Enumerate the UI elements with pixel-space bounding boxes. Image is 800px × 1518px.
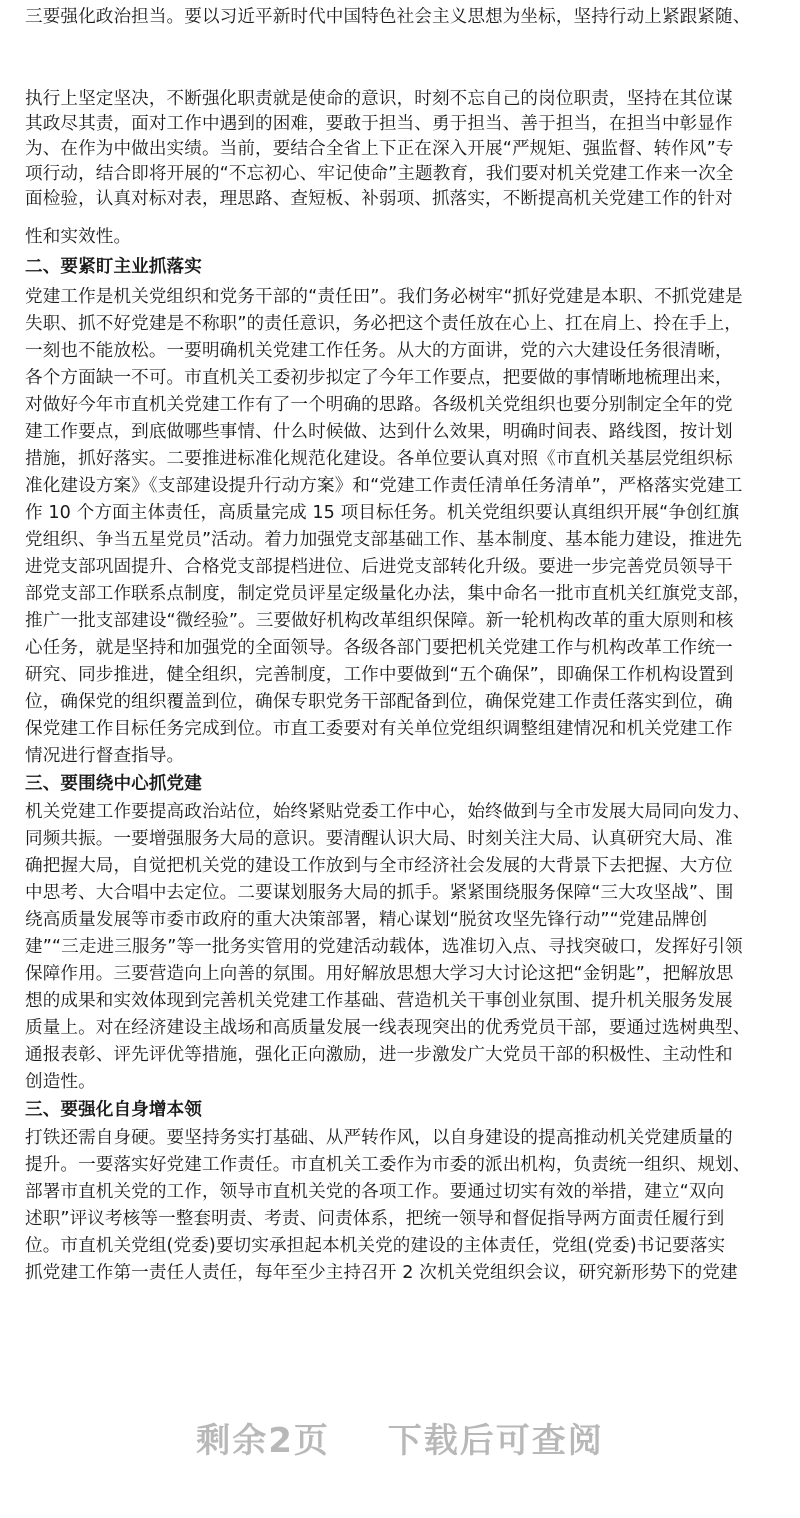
text-line: 其政尽其责，面对工作中遇到的困难，要敢于担当、勇于担当、善于担当，在担当中彰显作 [25, 114, 733, 134]
text-line: 准化建设方案》《支部建设提升行动方案》和“党建工作责任清单任务清单”，严格落实党建工 [25, 476, 743, 496]
text-line: 部党支部工作联系点制度，制定党员评星定级量化办法，集中命名一批市直机关红旗党支部， [25, 584, 751, 604]
text-line: 创造性。 [25, 1072, 96, 1092]
text-line: 情况进行督查指导。 [25, 746, 185, 766]
download-to-view-label: 下载后可查阅 [387, 1421, 604, 1461]
text-line: 对做好今年市直机关党建工作有了一个明确的思路。各级机关党组织也要分别制定全年的党 [25, 395, 733, 415]
paragraph-fragment: 三要强化政治担当。要以习近平新时代中国特色社会主义思想为坐标，坚持行动上紧跟紧随、 [25, 7, 751, 27]
text-line: 建”“三走进三服务”等一批务实管用的党建活动载体，选准切入点、寻找突破口，发挥好引领 [25, 937, 743, 957]
text-line: 面检验，认真对标对表，理思路、查短板、补弱项、抓落实，不断提高机关党建工作的针对 [25, 189, 733, 209]
text-line: 位。市直机关党组(党委)要切实承担起本机关党的建设的主体责任，党组(党委)书记要落实 [25, 1236, 726, 1256]
text-line: 建工作要点，到底做哪些事情、什么时候做、达到什么效果，明确时间表、路线图，按计划 [25, 422, 733, 442]
text-line: 中思考、大合唱中去定位。二要谋划服务大局的抓手。紧紧围绕服务保障“三大攻坚战”、围 [25, 883, 734, 903]
text-line: 确把握大局，自觉把机关党的建设工作放到与全市经济社会发展的大背景下去把握、大方位 [25, 856, 733, 876]
text-line: 通报表彰、评先评优等措施，强化正向激励，进一步激发广大党员干部的积极性、主动性和 [25, 1045, 733, 1065]
text-line: 绕高质量发展等市委市政府的重大决策部署，精心谋划“脱贫攻坚先锋行动”“党建品牌创 [25, 910, 708, 930]
text-line: 党建工作是机关党组织和党务干部的“责任田”。我们务必树牢“抓好党建是本职、不抓党建是 [25, 287, 743, 307]
download-prompt[interactable] [0, 1413, 800, 1473]
text-line: 心任务，就是坚持和加强党的全面领导。各级各部门要把机关党建工作与机构改革工作统一 [25, 638, 733, 658]
section-heading-3: 三、要围绕中心抓党建 [25, 774, 202, 794]
text-line: 打铁还需自身硬。要坚持务实打基础、从严转作风，以自身建设的提高推动机关党建质量的 [25, 1128, 733, 1148]
text-line: 抓党建工作第一责任人责任，每年至少主持召开 2 次机关党组织会议，研究新形势下的党建 [25, 1263, 738, 1283]
text-line: 保党建工作目标任务完成到位。市直工委要对有关单位党组织调整组建情况和机关党建工作 [25, 719, 733, 739]
text-line: 研究、同步推进，健全组织，完善制度，工作中要做到“五个确保”，即确保工作机构设置到 [25, 665, 734, 685]
section-heading-4: 三、要强化自身增本领 [25, 1100, 202, 1120]
text-line: 为、在作为中做出实绩。当前，要结合全省上下正在深入开展“严规矩、强监督、转作风”专 [25, 139, 734, 159]
text-line: 位，确保党的组织覆盖到位，确保专职党务干部配备到位，确保党建工作责任落实到位，确 [25, 692, 733, 712]
text-line: 述职”评议考核等一整套明责、考责、问责体系，把统一领导和督促指导两方面责任履行到 [25, 1209, 725, 1229]
text-line: 项行动，结合即将开展的“不忘初心、牢记使命”主题教育，我们要对机关党建工作来一次全 [25, 164, 734, 184]
text-line: 党组织、争当五星党员”活动。着力加强党支部基础工作、基本制度、基本能力建设，推进先 [25, 530, 742, 550]
text-line: 作 10 个方面主体责任，高质量完成 15 项目标任务。机关党组织要认真组织开展“争创红旗 [25, 503, 740, 523]
text-line: 进党支部巩固提升、合格党支部提档进位、后进党支部转化升级。要进一步完善党员领导干 [25, 557, 733, 577]
text-line: 推广一批支部建设“微经验”。三要做好机构改革组织保障。新一轮机构改革的重大原则和核 [25, 611, 734, 631]
text-line: 各个方面缺一不可。市直机关工委初步拟定了今年工作要点，把要做的事情晰地梳理出来， [25, 368, 733, 388]
text-line: 部署市直机关党的工作，领导市直机关党的各项工作。要通过切实有效的举措，建立“双向 [25, 1182, 725, 1202]
text-line: 性和实效性。 [25, 227, 132, 247]
text-line: 执行上坚定坚决，不断强化职责就是使命的意识，时刻不忘自己的岗位职责，坚持在其位谋 [25, 89, 733, 109]
text-line: 措施，抓好落实。二要推进标准化规范化建设。各单位要认真对照《市直机关基层党组织标 [25, 449, 733, 469]
text-line: 质量上。对在经济建设主战场和高质量发展一线表现突出的优秀党员干部，要通过选树典型、 [25, 1018, 751, 1038]
section-heading-2: 二、要紧盯主业抓落实 [25, 257, 202, 277]
text-line: 想的成果和实效体现到完善机关党建工作基础、营造机关干事创业氛围、提升机关服务发展 [25, 991, 733, 1011]
text-line: 保障作用。三要营造向上向善的氛围。用好解放思想大学习大讨论这把“金钥匙”，把解放思 [25, 964, 734, 984]
text-line: 一刻也不能放松。一要明确机关党建工作任务。从大的方面讲，党的六大建设任务很清晰， [25, 341, 733, 361]
text-line: 机关党建工作要提高政治站位，始终紧贴党委工作中心，始终做到与全市发展大局同向发力、 [25, 802, 751, 822]
text-line: 同频共振。一要增强服务大局的意识。要清醒认识大局、时刻关注大局、认真研究大局、准 [25, 829, 733, 849]
text-line: 提升。一要落实好党建工作责任。市直机关工委作为市委的派出机构，负责统一组织、规划、 [25, 1155, 751, 1175]
text-line: 失职、抓不好党建是不称职”的责任意识，务必把这个责任放在心上、扛在肩上、拎在手上， [25, 314, 742, 334]
remaining-pages-label: 剩余2页 [196, 1421, 330, 1461]
